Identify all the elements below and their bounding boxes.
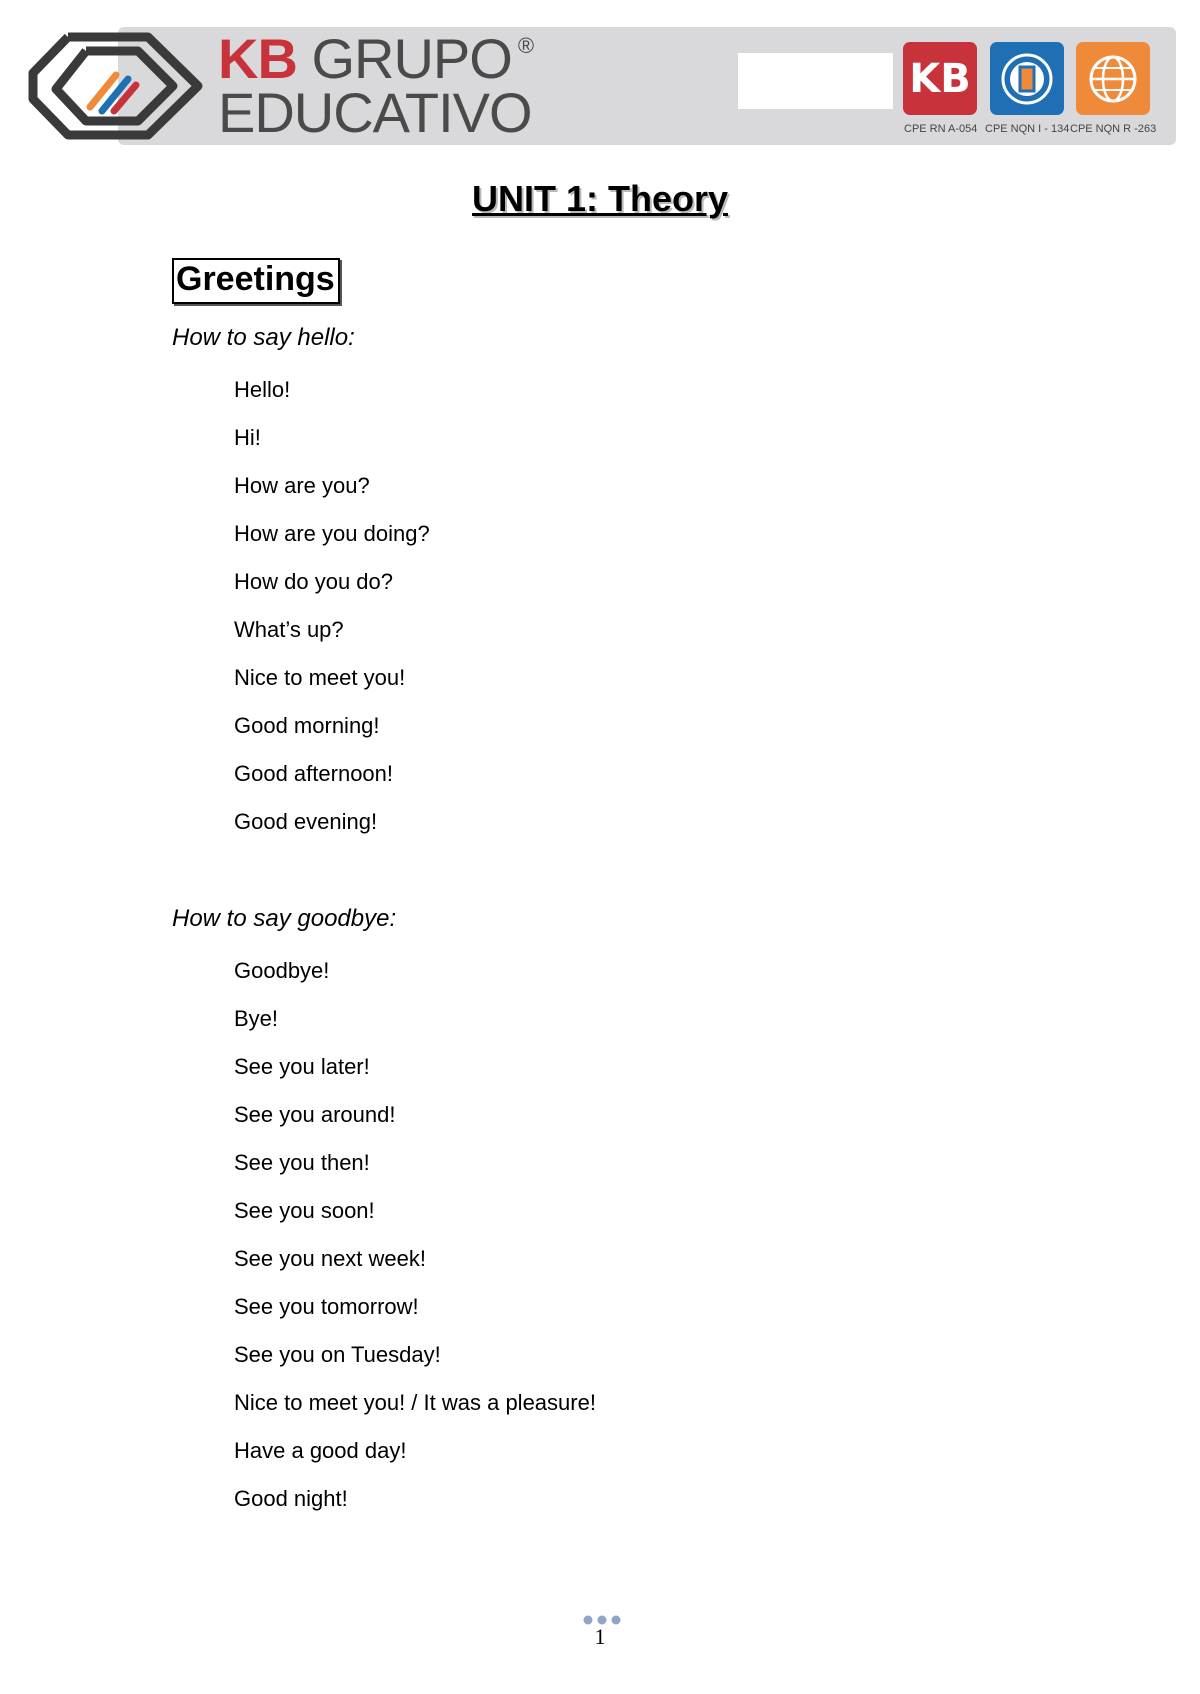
kb-badge [903,42,977,115]
badge-code-globe: CPE NQN R -263 [1070,123,1157,135]
phrase-item: See you on Tuesday! [234,1342,441,1367]
goodbye-phrase-list [234,947,596,1523]
brand-grupo: GRUPO [311,27,512,90]
phrase-item: Nice to meet you! / It was a pleasure! [234,1390,596,1415]
phrase-item: See you next week! [234,1246,427,1271]
goodbye-heading: How to say goodbye: [172,905,397,932]
phrase-item: Good evening! [234,809,378,834]
badge-code-book: CPE NQN I - 134 [985,123,1070,135]
phrase-item: How are you doing? [234,521,430,546]
phrase-item: Hi! [234,425,261,450]
phrase-item: See you around! [234,1102,396,1127]
book-icon [999,51,1055,107]
badge-code-kb: CPE RN A-054 [904,123,978,135]
phrase-item: What’s up? [234,617,344,642]
registered-mark: ® [517,33,534,58]
hello-phrase-list [234,366,430,846]
phrase-item: See you tomorrow! [234,1294,419,1319]
phrase-item: Good night! [234,1486,348,1511]
phrase-item: How are you? [234,473,370,498]
globe-icon [1085,51,1141,107]
phrase-item: See you later! [234,1054,370,1079]
brand-kb: KB [218,27,297,90]
kb-logo-icon [28,27,208,145]
brand-educativo: EDUCATIVO [218,81,532,144]
globe-badge [1076,42,1150,115]
blank-label-box [738,53,893,109]
section-heading-greetings: Greetings [172,258,340,304]
page-number: 1 [594,1624,606,1649]
kb-badge-label: KB [909,55,971,102]
phrase-item: See you then! [234,1150,370,1175]
phrase-item: Nice to meet you! [234,665,406,690]
phrase-item: How do you do? [234,569,393,594]
phrase-item: Hello! [234,377,291,402]
book-badge [990,42,1064,115]
phrase-item: Goodbye! [234,958,330,983]
header-banner [28,27,1176,145]
phrase-item: Bye! [234,1006,279,1031]
phrase-item: Good morning! [234,713,380,738]
unit-title: UNIT 1: Theory [471,178,729,219]
brand-name [218,27,534,144]
phrase-item: See you soon! [234,1198,375,1223]
hello-heading: How to say hello: [172,324,355,351]
phrase-item: Have a good day! [234,1438,407,1463]
phrase-item: Good afternoon! [234,761,394,786]
